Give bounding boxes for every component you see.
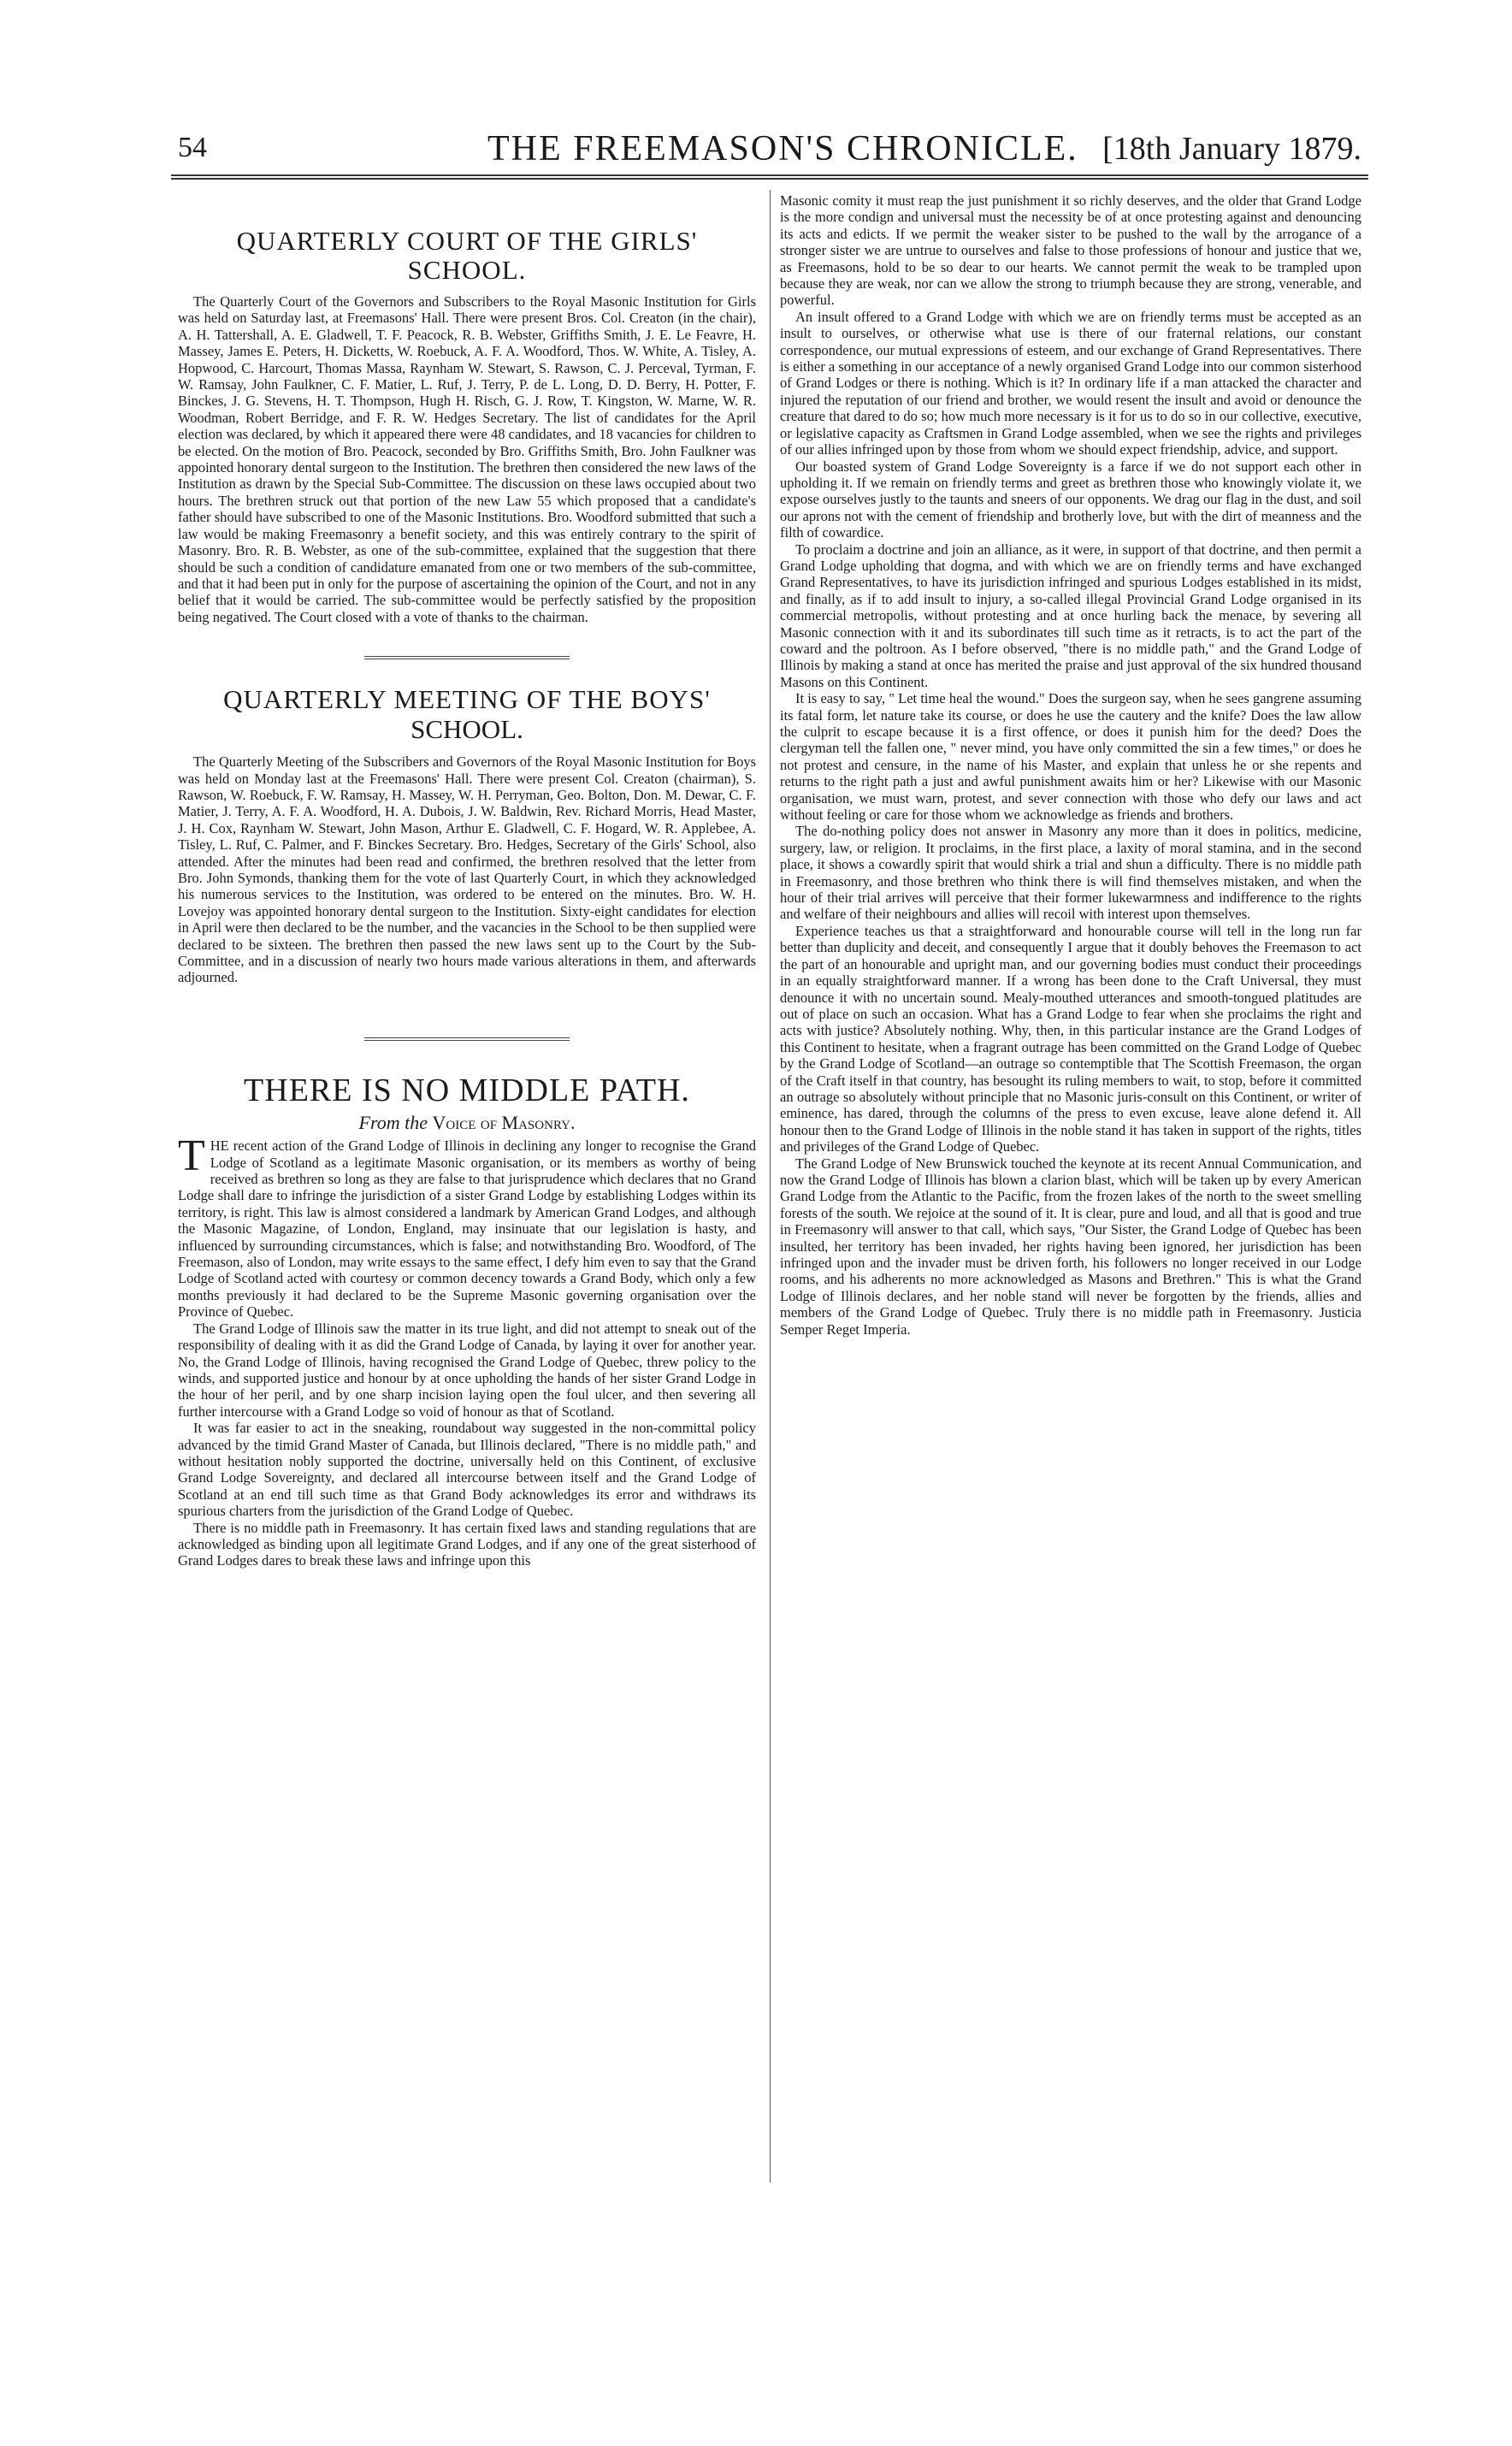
- middle-path-continued-paragraph: Our boasted system of Grand Lodge Sovereignty is a farce if we do not support each other in upholding it. If we remain on friendly terms and greet as brethren those who knowingly violate it, we expose ourselves justly to the taunts and sneers of our opponents. We drag our flag in the dust, and soil our aprons not with the cement of friendship and brotherly love, but with the dirt of meanness and the filth of cowardice.: [780, 458, 1361, 541]
- middle-path-paragraph: It was far easier to act in the sneaking, roundabout way suggested in the non-committal policy advanced by the timid Grand Master of Canada, but Illinois declared, "There is no middle path," and without hesitation nobly supported the doctrine, universally held on this Continent, of exclusive Grand Lodge Sovereignty, and declared all intercourse between itself and the Grand Lodge of Scotland at an end till such time as that Grand Body acknowledges its error and withdraws its spurious charters from the jurisdiction of the Grand Lodge of Quebec.: [178, 1420, 756, 1520]
- page-number: 54: [178, 132, 207, 163]
- middle-path-continued-paragraph: It is easy to say, " Let time heal the wound." Does the surgeon say, when he sees gangrene assuming its fatal form, let nature take its course, or does he use the cautery and the knife? Does the law allow the culprit to escape because it is a first offence, or does it punish him for the deed? Does the clergyman tell the fallen one, " never mind, you have only committed the sin a few times," or does he not protest and censure, in the name of his Master, and explain that unless he or she repents and returns to the right path a just and awful punishment awaits him or her? Likewise with our Masonic organisation, we must warn, protest, and sever connection with those who defy our laws and act without feeling or care for those whom we acknowledge as friends and brothers.: [780, 690, 1361, 824]
- middle-path-continued-paragraph: The do-nothing policy does not answer in Masonry any more than it does in politics, medicine, surgery, law, or religion. It proclaims, in the first place, a laxity of moral stamina, and in the second place, it shows a cowardly spirit that would shirk a trial and shun a difficulty. There is no middle path in Freemasonry, and those brethren who think there is will find themselves mistaken, and when the hour of their trial arrives will perceive that their former lukewarmness and indifference to the rights and welfare of their neighbours and allies will recoil with interest upon themselves.: [780, 823, 1361, 923]
- right-column: [780, 192, 1361, 1338]
- issue-date: [18th January 1879.: [1102, 131, 1361, 167]
- middle-path-continued-paragraph: Experience teaches us that a straightforward and honourable course will tell in the long run far better than duplicity and deceit, and consequently I argue that it doubly behoves the Freemason to act the part of an honourable and upright man, and our governing bodies must conduct their proceedings in an equally straightforward manner. If a wrong has been done to the Craft Universal, they must denounce it with no uncertain sound. Mealy-mouthed utterances and smooth-tongued platitudes are out of place on such an occasion. What has a Grand Lodge to fear when she proclaims the right and acts with justice? Absolutely nothing. Why, then, in this particular instance are the Grand Lodges of this Continent to hesitate, when a fragrant outrage has been committed on the Grand Lodge of Quebec by the Grand Lodge of Scotland—an outrage so contemptible that The Scottish Freemason, the organ of the Craft itself in that country, has besought its ruling members to wait, to stop, before it committed an outrage so absolutely without principle that no Masonic juris-consult on this Continent, or writer of eminence, has dared, through the columns of the press to even excuse, leave alone defend it. All honour then to the Grand Lodge of Illinois in the noble stand it has taken in support of the rights, titles and privileges of the Grand Lodge of Quebec.: [780, 922, 1361, 1155]
- middle-path-paragraph: There is no middle path in Freemasonry. It has certain fixed laws and standing regulations that are acknowledged as binding upon all legitimate Grand Lodges, and if any one of the great sisterhood of Grand Lodges dares to break these laws and infringe upon this: [178, 1519, 756, 1569]
- drop-cap: T: [178, 1131, 205, 1181]
- source-prefix: From the: [358, 1111, 433, 1133]
- boys-school-paragraph: The Quarterly Meeting of the Subscribers and Governors of the Royal Masonic Institution for Boys was held on Monday last at the Freemasons' Hall. There were present Col. Creaton (chairman), S. Rawson, W. Roebuck, F. W. Ramsay, H. Massey, W. H. Perryman, Geo. Bolton, Don. M. Dewar, C. F. Matier, J. Terry, A. F. A. Woodford, H. A. Dubois, J. W. Baldwin, Rev. Richard Morris, Head Master, J. H. Cox, Raynham W. Stewart, John Mason, Arthur E. Gladwell, C. F. Hogard, W. R. Applebee, A. Tisley, L. Ruf, C. Palmer, and F. Binckes Secretary. Bro. Hedges, Secretary of the Girls' School, also attended. After the minutes had been read and confirmed, the brethren resolved that the letter from Bro. John Symonds, thanking them for the vote of last Quarterly Court, in which they acknowledged his numerous services to the Institution, was ordered to be entered on the minutes. Bro. W. H. Lovejoy was appointed honorary dental surgeon to the Institution. Sixty-eight candidates for election in April were then declared to be the number, and the vacancies in the School to be then supplied were declared to be sixteen. The brethren then passed the new laws sent up to the Court by the Sub-Committee, and in a discussion of nearly two hours made various alterations in them, and afterwards adjourned.: [178, 753, 756, 986]
- publication-title: THE FREEMASON'S CHRONICLE.: [487, 129, 1078, 168]
- left-column: [178, 192, 756, 1569]
- boys-school-heading: QUARTERLY MEETING OF THE BOYS': [223, 684, 711, 715]
- middle-path-paragraph-text: HE recent action of the Grand Lodge of Illinois in declining any longer to recognise the Grand Lodge of Scotland as a legitimate Masonic organisation, or its members as worthy of being received as brethren so long as they are false to that jurisprudence which declares that no Grand Lodge shall dare to infringe the jurisdiction of a sister Grand Lodge by establishing Lodges within its territory, is right. This law is almost considered a landmark by American Grand Lodges, and although the Masonic Magazine, of London, England, may insinuate that our legislation is hasty, and influenced by surrounding circumstances, which is false; and notwithstanding Bro. Woodford, of The Freemason, also of London, may write essays to the same effect, I defy him even to say that the Grand Lodge of Scotland acted with courtesy or common decency towards a Grand Body, which only a few months previously it had declared to be the Supreme Masonic governing organisation over the Province of Quebec.: [178, 1137, 757, 1320]
- middle-path-continued-paragraph: The Grand Lodge of New Brunswick touched the keynote at its recent Annual Communication, and now the Grand Lodge of Illinois has blown a clarion blast, which will be taken up by every American Grand Lodge from the Atlantic to the Pacific, from the frozen lakes of the north to the sweet smelling forests of the south. We rejoice at the sound of it. It is clear, pure and loud, and all that is good and true in Freemasonry will answer to that call, which says, "Our Sister, the Grand Lodge of Quebec has been insulted, her territory has been invaded, her rights having been ignored, her jurisdiction has been infringed upon and the invader must be driven forth, his followers no longer received in our Lodge rooms, and his adherents no more acknowledged as Masons and Brethren." This is what the Grand Lodge of Illinois declares, and her noble stand will never be forgotten by the friends, allies and members of the Grand Lodge of Quebec. Truly there is no middle path in Freemasonry. Justicia Semper Reget Imperia.: [780, 1155, 1361, 1338]
- middle-path-continued-paragraph: To proclaim a doctrine and join an alliance, as it were, in support of that doctrine, and then permit a Grand Lodge upholding that dogma, and with which we are on friendly terms and have exchanged Grand Representatives, to have its jurisdiction infringed and spurious Lodges established in its midst, and finally, as if to add insult to injury, a so-called illegal Provincial Grand Lodge organised in its commercial metropolis, without protesting and at once hurling back the menace, by severing all Masonic connection with it and its subordinates till such time as it retracts, is to act the part of the coward and the poltroon. As I before observed, "there is no middle path," and the Grand Lodge of Illinois by making a stand at once has merited the praise and just approval of the six hundred thousand Masons on this Continent.: [780, 541, 1361, 690]
- middle-path-continued-paragraph: Masonic comity it must reap the just punishment it so richly deserves, and the older that Grand Lodge is the more condign and universal must the necessity be of at once protesting against and denouncing its acts and edicts. If we permit the weaker sister to be pushed to the wall by the arrogance of a stronger sister we are untrue to ourselves and false to those professions of honour and justice that we, as Freemasons, hold to be so dear to our hearts. We cannot permit the weak to be trampled upon because they are weak, nor can we allow the strong to triumph because they are strong, venerable, and powerful.: [780, 192, 1361, 309]
- girls-school-paragraph: The Quarterly Court of the Governors and Subscribers to the Royal Masonic Institution for Girls was held on Saturday last, at Freemasons' Hall. There were present Bros. Col. Creaton (in the chair), A. H. Tattershall, A. E. Gladwell, T. F. Peacock, R. B. Webster, Griffiths Smith, J. E. Le Feavre, H. Massey, James E. Peters, H. Dicketts, W. Roebuck, A. F. A. Woodford, Thos. W. White, A. Tisley, A. Hopwood, C. Harcourt, Thomas Massa, Raynham W. Stewart, S. Rawson, C. J. Perceval, Tyrman, F. W. Ramsay, John Faulkner, C. F. Matier, L. Ruf, J. Terry, P. de L. Long, D. D. Berry, H. Potter, F. Binckes, J. G. Stevens, H. T. Thompson, Hugh H. Risch, G. J. Row, T. Kingston, W. Marne, W. R. Woodman, Robert Berridge, and F. R. W. Hedges Secretary. The list of candidates for the April election was declared, by which it appeared there were 48 candidates, and 18 vacancies for children to be elected. On the motion of Bro. Peacock, seconded by Bro. Griffiths Smith, Bro. John Faulkner was appointed honorary dental surgeon to the Institution. The brethren then considered the new laws of the Institution as drawn by the Special Sub-Committee. The discussion on these laws occupied about two hours. The brethren struck out that portion of the new Law 55 which proposed that a candidate's father should have subscribed to one of the Masonic Institutions. Bro. Woodford submitted that such a law would be making Freemasonry a benefit society, and this was entirely contrary to the spirit of Masonry. Bro. R. B. Webster, as one of the sub-committee, explained that the suggestion that there should be such a condition of candidature emanated from one or two members of the sub-committee, and that it had been put in only for the purpose of ascertaining the opinion of the Court, and not in any belief that it would be carried. The sub-committee would be perfectly satisfied by the proposition being negatived. The Court closed with a vote of thanks to the chairman.: [178, 293, 756, 625]
- middle-path-heading: THERE IS NO MIDDLE PATH.: [244, 1072, 690, 1108]
- page-header: [171, 128, 1368, 171]
- boys-school-heading-line2: SCHOOL.: [410, 714, 523, 745]
- section-separator: [364, 656, 570, 659]
- middle-path-continued-paragraph: An insult offered to a Grand Lodge with which we are on friendly terms must be accepted as an insult to ourselves, or otherwise what use is there of our fraternal relations, our constant correspondence, our mutual expressions of esteem, and our exchange of Grand Representatives. There is either a something in our acceptance of a newly organised Grand Lodge into our common sisterhood of Grand Lodges or there is nothing. Which is it? In ordinary life if a man attacked the character and injured the reputation of our friend and brother, we would resent the insult and avoid or denounce the creature that dared to do so; how much more necessary is it for us to do so in our collective, executive, or legislative capacity as Craftsmen in Grand Lodge assembled, when we see the rights and privileges of our allies infringed upon by those from whom we should expect friendship, advice, and support.: [780, 308, 1361, 458]
- header-rule: [171, 174, 1368, 176]
- column-divider: [770, 190, 771, 2183]
- girls-school-heading: QUARTERLY COURT OF THE GIRLS' SCHOOL.: [236, 226, 698, 285]
- section-separator: [364, 1037, 570, 1041]
- middle-path-paragraph: [178, 1131, 757, 1320]
- source-name: Voice of Masonry.: [432, 1111, 576, 1133]
- middle-path-paragraph: The Grand Lodge of Illinois saw the matter in its true light, and did not attempt to sneak out of the responsibility of dealing with it as did the Grand Lodge of Canada, by laying it over for another year. No, the Grand Lodge of Illinois, having recognised the Grand Lodge of Quebec, threw policy to the winds, and supported justice and honour by at once upholding the hands of her sister Grand Lodge in the hour of her peril, and by one sharp incision laying open the foul ulcer, and then severing all further intercourse with a Grand Lodge so void of honour as that of Scotland.: [178, 1320, 756, 1420]
- middle-path-source: [178, 1111, 756, 1133]
- header-rule-thin: [171, 178, 1368, 180]
